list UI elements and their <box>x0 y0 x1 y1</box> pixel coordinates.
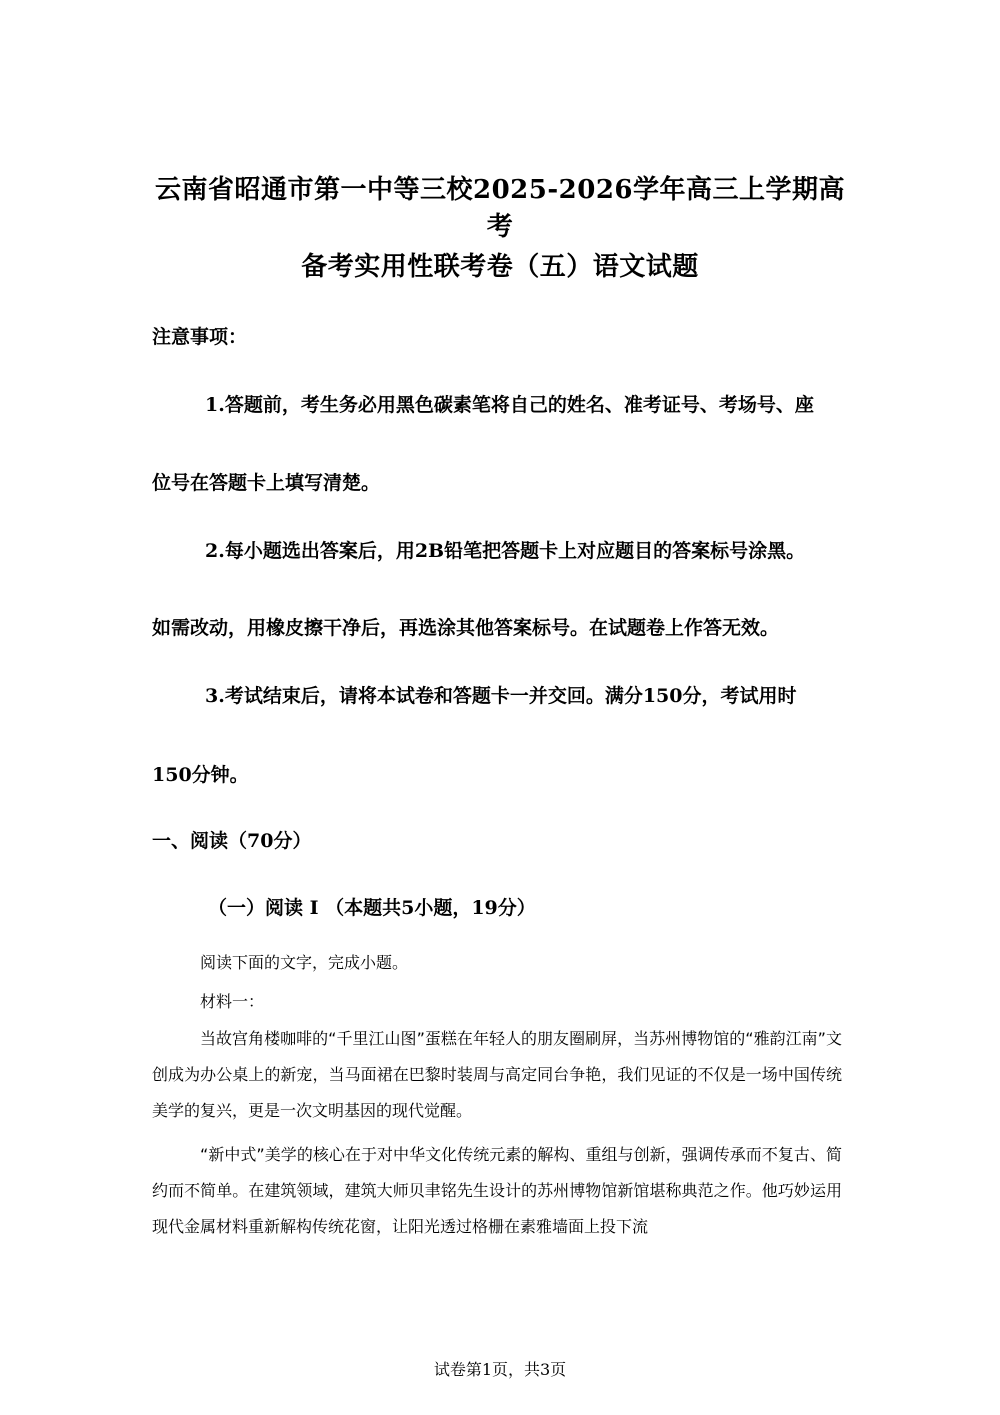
notice-item-2-line-2: 如需改动，用橡皮擦干净后，再选涂其他答案标号。在试题卷上作答无效。 <box>152 617 780 639</box>
exam-title-line-2: 备考实用性联考卷（五）语文试题 <box>301 252 699 282</box>
notice-item-3-line-2: 150分钟。 <box>152 764 249 786</box>
page-footer: 试卷第1页，共3页 <box>433 1360 567 1379</box>
notice-item-1-line-1: 1.答题前，考生务必用黑色碳素笔将自己的姓名、准考证号、考场号、座 <box>205 394 814 416</box>
exam-title-line-1: 云南省昭通市第一中等三校2025-2026学年高三上学期高考 <box>154 175 846 242</box>
notice-heading: 注意事项： <box>152 326 248 348</box>
notice-item-1-line-2: 位号在答题卡上填写清楚。 <box>152 472 381 494</box>
reading-instruction: 阅读下面的文字，完成小题。 <box>200 953 409 972</box>
subsection-heading-reading-1: （一）阅读 I （本题共5小题，19分） <box>208 897 536 919</box>
section-heading-reading: 一、阅读（70分） <box>152 830 312 852</box>
material-paragraph-2: “新中式”美学的核心在于对中华文化传统元素的解构、重组与创新，强调传承而不复古、简约而不简单。在建筑领域，建筑大师贝聿铭先生设计的苏州博物馆新馆堪称典范之作。他巧妙运用现代金属材料重新解构传统花窗，让阳光透过格栅在素雅墙面上投下流 <box>152 1145 842 1236</box>
notice-item-3-line-1: 3.考试结束后，请将本试卷和答题卡一并交回。满分150分，考试用时 <box>205 685 797 707</box>
material-paragraph-1: 当故宫角楼咖啡的“千里江山图”蛋糕在年轻人的朋友圈刷屏，当苏州博物馆的“雅韵江南”文创成为办公桌上的新宠，当马面裙在巴黎时装周与高定同台争艳，我们见证的不仅是一场中国传统美学的复兴，更是一次文明基因的现代觉醒。 <box>152 1029 842 1120</box>
notice-item-2-line-1: 2.每小题选出答案后，用2B铅笔把答题卡上对应题目的答案标号涂黑。 <box>205 540 806 562</box>
material-label: 材料一： <box>200 992 265 1011</box>
